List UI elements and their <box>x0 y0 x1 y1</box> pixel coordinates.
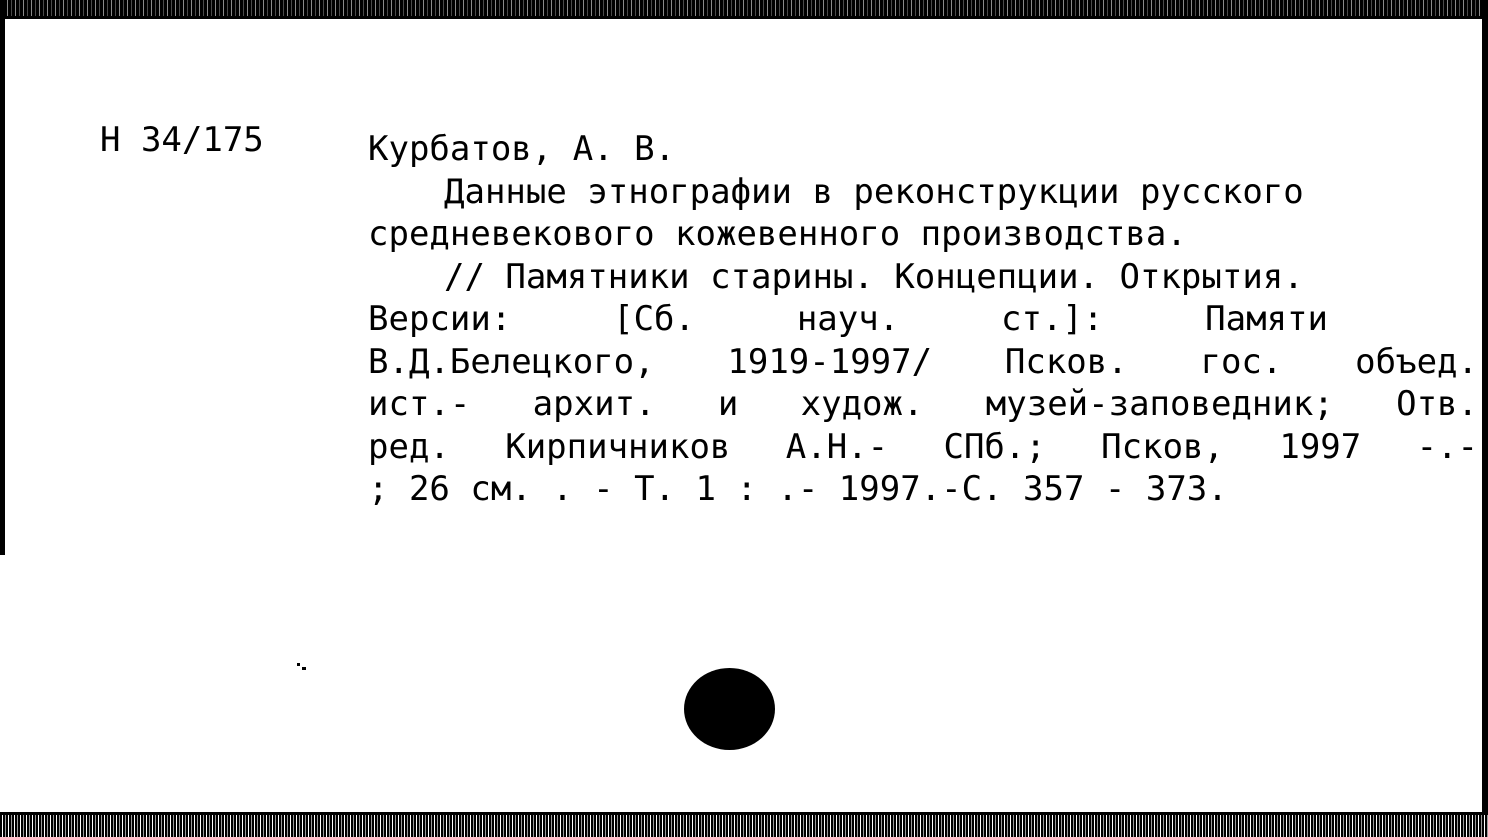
entry-line: средневекового кожевенного производства. <box>368 214 1187 254</box>
stray-ink-mark <box>297 663 307 671</box>
entry-line: ред. Кирпичников А.Н.- СПб.; Псков, 1997 -.- <box>368 426 1478 467</box>
card-top-border <box>0 16 1488 19</box>
card-left-border <box>0 0 5 555</box>
punch-hole <box>684 668 775 750</box>
card-bottom-edge <box>0 815 1488 837</box>
entry-line: Версии: [Сб. науч. ст.]: Памяти <box>368 299 1328 339</box>
entry-line: Данные этнографии в реконструкции русского <box>444 171 1304 212</box>
card-right-border <box>1482 0 1488 837</box>
author-heading: Курбатов, А. В. <box>368 129 676 169</box>
card-top-edge <box>0 0 1488 16</box>
entry-line: // Памятники старины. Концепции. Открытия. <box>444 256 1304 297</box>
entry-line: ; 26 см. . - Т. 1 : .- 1997.-С. 357 - 373. <box>368 469 1228 509</box>
entry-line: ист.- архит. и худож. музей-заповедник; Отв. <box>368 384 1478 424</box>
entry-line: В.Д.Белецкого, 1919-1997/ Псков. гос. объед. <box>368 341 1478 382</box>
bibliographic-entry <box>368 128 1478 511</box>
shelfmark: Н 34/175 <box>100 120 264 160</box>
